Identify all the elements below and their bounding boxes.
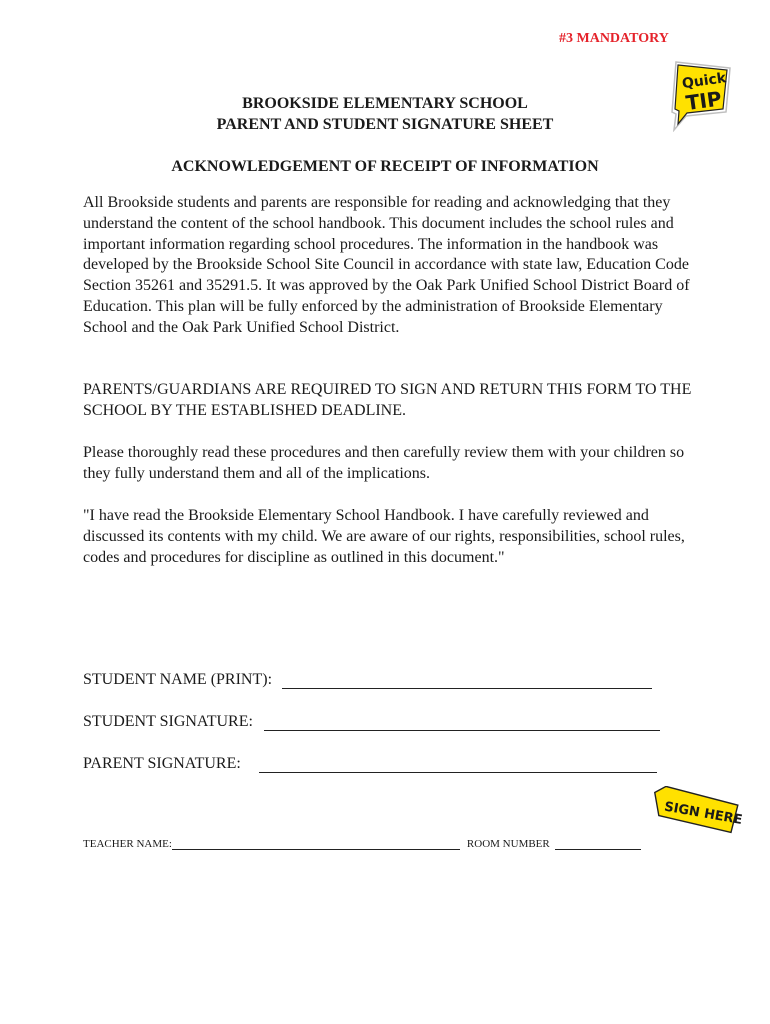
- sign-here-text: SIGN HERE: [663, 799, 744, 829]
- teacher-room-row: [83, 838, 641, 850]
- parent-signature-label: PARENT SIGNATURE:: [83, 755, 241, 772]
- student-name-label: STUDENT NAME (PRINT):: [83, 671, 273, 688]
- student-signature-field[interactable]: [83, 713, 660, 731]
- paragraph-statement-text: "I have read the Brookside Elementary School Handbook. I have carefully reviewed and discussed its contents with my child. We are aware of our rights, responsibilities, school rules, codes and procedures for discipline as outlined in this document.": [83, 507, 685, 566]
- student-signature-line[interactable]: [264, 714, 660, 731]
- paragraph-required: [83, 380, 693, 422]
- student-signature-label: STUDENT SIGNATURE:: [83, 713, 253, 730]
- acknowledgement-title: ACKNOWLEDGEMENT OF RECEIPT OF INFORMATION: [171, 158, 599, 175]
- paragraph-intro-text: All Brookside students and parents are responsible for reading and acknowledging that they understand the content of the school handbook. This document includes the school rules and important information regarding school procedures. The information in the handbook was developed by the Brookside School Site Council in accordance with state law, Education Code Section 35261 and 35291.5. It was approved by the Oak Park Unified School District Board of Education. This plan will be fully enforced by the administration of Brookside Elementary School and the Oak Park Unified School District.: [83, 194, 690, 336]
- school-title: BROOKSIDE ELEMENTARY SCHOOL: [242, 95, 528, 112]
- student-name-field[interactable]: [83, 671, 652, 689]
- paragraph-statement: [83, 506, 693, 568]
- student-name-line[interactable]: [282, 672, 652, 689]
- parent-signature-field[interactable]: [83, 755, 657, 773]
- paragraph-required-text: PARENTS/GUARDIANS ARE REQUIRED TO SIGN AND RETURN THIS FORM TO THE SCHOOL BY THE ESTABLISHED DEADLINE.: [83, 381, 692, 419]
- teacher-name-line[interactable]: [172, 839, 460, 850]
- quick-tip-word2: TIP: [684, 86, 724, 116]
- paragraph-intro: [83, 193, 693, 339]
- room-number-label: ROOM NUMBER: [466, 838, 550, 850]
- paragraph-instructions-text: Please thoroughly read these procedures and then carefully review them with your children so they fully understand them and all of the implications.: [83, 444, 685, 482]
- sheet-title: PARENT AND STUDENT SIGNATURE SHEET: [216, 116, 554, 133]
- quick-tip-word1: Quick: [681, 70, 728, 93]
- sign-here-sticker: [648, 786, 744, 838]
- parent-signature-line[interactable]: [259, 756, 657, 773]
- mandatory-label: #3 MANDATORY: [559, 31, 669, 46]
- room-number-line[interactable]: [555, 839, 641, 850]
- teacher-name-label: TEACHER NAME:: [83, 838, 172, 850]
- paragraph-instructions: [83, 443, 693, 485]
